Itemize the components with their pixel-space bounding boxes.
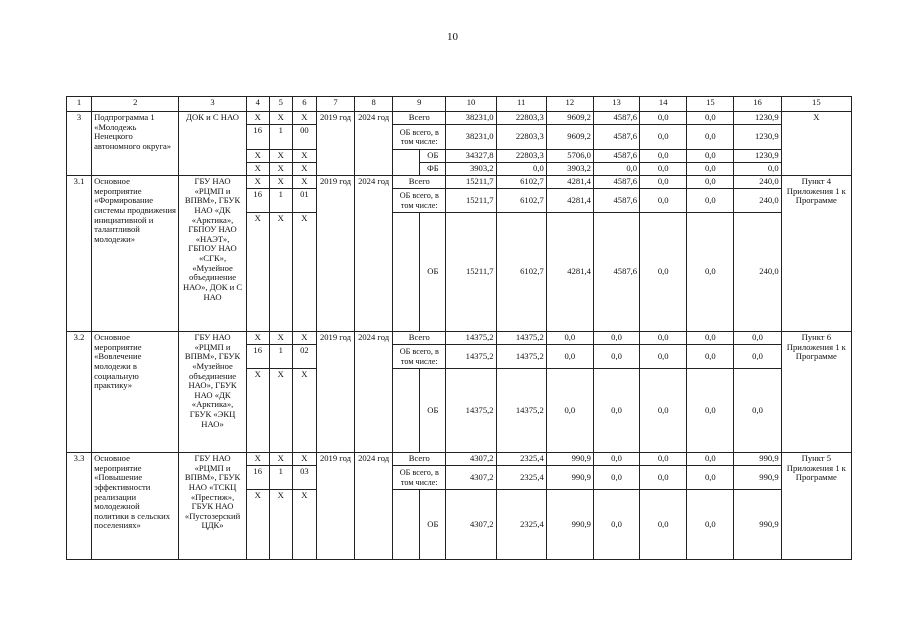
- value-cell: 4281,4: [546, 189, 593, 213]
- executor: ГБУ НАО «РЦМП и ВПВМ», ГБУК НАО «ТСКЦ «Престиж», ГБУК НАО «Пустозерский ЦДК»: [179, 453, 246, 560]
- value-cell: 4587,6: [593, 112, 639, 125]
- budget-code: X: [246, 213, 269, 332]
- budget-code: X: [269, 213, 292, 332]
- funding-source-spacer: [393, 369, 420, 453]
- end-year: 2024 год: [355, 453, 393, 560]
- budget-code: X: [292, 332, 316, 345]
- value-cell: 0,0: [593, 490, 639, 560]
- value-cell: 4281,4: [546, 176, 593, 189]
- budget-code: 01: [292, 189, 316, 213]
- budget-code: 1: [269, 466, 292, 490]
- budget-code: 00: [292, 125, 316, 150]
- column-number: 15: [687, 97, 734, 112]
- value-cell: 0,0: [687, 125, 734, 150]
- value-cell: 0,0: [593, 163, 639, 176]
- value-cell: 0,0: [687, 369, 734, 453]
- row-number: 3.1: [67, 176, 92, 332]
- end-year: 2024 год: [355, 112, 393, 176]
- value-cell: 240,0: [734, 213, 781, 332]
- value-cell: 990,9: [546, 466, 593, 490]
- column-number: 8: [355, 97, 393, 112]
- value-cell: 0,0: [640, 189, 687, 213]
- value-cell: 4307,2: [446, 453, 496, 466]
- value-cell: 22803,3: [496, 112, 546, 125]
- value-cell: 0,0: [640, 466, 687, 490]
- value-cell: 240,0: [734, 189, 781, 213]
- value-cell: 3903,2: [546, 163, 593, 176]
- column-number: 16: [734, 97, 781, 112]
- budget-code: 03: [292, 466, 316, 490]
- value-cell: 0,0: [496, 163, 546, 176]
- budget-code: X: [246, 163, 269, 176]
- budget-code: X: [246, 369, 269, 453]
- page-number: 10: [447, 31, 458, 43]
- funding-source: ОБ всего, в том числе:: [393, 345, 446, 369]
- value-cell: 990,9: [546, 490, 593, 560]
- value-cell: 0,0: [593, 369, 639, 453]
- budget-code: X: [269, 163, 292, 176]
- value-cell: 0,0: [640, 345, 687, 369]
- value-cell: 0,0: [687, 150, 734, 163]
- value-cell: 9609,2: [546, 112, 593, 125]
- value-cell: 0,0: [687, 490, 734, 560]
- budget-code: X: [292, 163, 316, 176]
- value-cell: 0,0: [640, 213, 687, 332]
- value-cell: 0,0: [687, 112, 734, 125]
- funding-source-spacer: [393, 213, 420, 332]
- budget-code: X: [269, 112, 292, 125]
- value-cell: 0,0: [687, 453, 734, 466]
- value-cell: 2325,4: [496, 453, 546, 466]
- budget-code: X: [246, 176, 269, 189]
- value-cell: 0,0: [640, 332, 687, 345]
- column-number: 14: [640, 97, 687, 112]
- value-cell: 4587,6: [593, 176, 639, 189]
- budget-code: 1: [269, 125, 292, 150]
- program-reference: Пункт 4 Приложения 1 к Программе: [781, 176, 851, 332]
- funding-source: ОБ: [420, 490, 446, 560]
- value-cell: 0,0: [687, 466, 734, 490]
- value-cell: 34327,8: [446, 150, 496, 163]
- budget-code: X: [292, 176, 316, 189]
- funding-source: Всего: [393, 332, 446, 345]
- budget-code: 16: [246, 125, 269, 150]
- value-cell: 0,0: [734, 332, 781, 345]
- value-cell: 2325,4: [496, 490, 546, 560]
- column-number: 3: [179, 97, 246, 112]
- column-number: 2: [92, 97, 179, 112]
- value-cell: 22803,3: [496, 150, 546, 163]
- funding-source: ОБ всего, в том числе:: [393, 125, 446, 150]
- value-cell: 15211,7: [446, 189, 496, 213]
- budget-code: 16: [246, 345, 269, 369]
- value-cell: 4307,2: [446, 466, 496, 490]
- budget-code: X: [269, 453, 292, 466]
- value-cell: 2325,4: [496, 466, 546, 490]
- program-funding-table: [66, 96, 852, 560]
- value-cell: 0,0: [640, 163, 687, 176]
- table-row: [67, 332, 852, 345]
- program-reference: Пункт 6 Приложения 1 к Программе: [781, 332, 851, 453]
- budget-code: X: [246, 490, 269, 560]
- funding-source-spacer: [393, 150, 420, 176]
- value-cell: 6102,7: [496, 176, 546, 189]
- value-cell: 0,0: [640, 176, 687, 189]
- budget-code: X: [292, 369, 316, 453]
- value-cell: 4281,4: [546, 213, 593, 332]
- value-cell: 0,0: [546, 345, 593, 369]
- row-number: 3: [67, 112, 92, 176]
- value-cell: 990,9: [734, 490, 781, 560]
- budget-code: X: [246, 112, 269, 125]
- value-cell: 6102,7: [496, 189, 546, 213]
- value-cell: 4307,2: [446, 490, 496, 560]
- value-cell: 15211,7: [446, 213, 496, 332]
- value-cell: 0,0: [546, 332, 593, 345]
- value-cell: 0,0: [687, 345, 734, 369]
- funding-source: Всего: [393, 176, 446, 189]
- column-number: 11: [496, 97, 546, 112]
- value-cell: 0,0: [640, 369, 687, 453]
- funding-source: ОБ: [420, 150, 446, 163]
- start-year: 2019 год: [316, 112, 354, 176]
- start-year: 2019 год: [316, 453, 354, 560]
- value-cell: 0,0: [734, 369, 781, 453]
- value-cell: 9609,2: [546, 125, 593, 150]
- value-cell: 6102,7: [496, 213, 546, 332]
- value-cell: 4587,6: [593, 150, 639, 163]
- funding-source: Всего: [393, 112, 446, 125]
- value-cell: 0,0: [734, 163, 781, 176]
- value-cell: 990,9: [546, 453, 593, 466]
- program-reference: Пункт 5 Приложения 1 к Программе: [781, 453, 851, 560]
- budget-code: X: [269, 490, 292, 560]
- value-cell: 4587,6: [593, 189, 639, 213]
- value-cell: 3903,2: [446, 163, 496, 176]
- value-cell: 5706,0: [546, 150, 593, 163]
- end-year: 2024 год: [355, 332, 393, 453]
- value-cell: 0,0: [593, 345, 639, 369]
- column-number: 13: [593, 97, 639, 112]
- row-number: 3.2: [67, 332, 92, 453]
- funding-source: ОБ: [420, 213, 446, 332]
- value-cell: 1230,9: [734, 112, 781, 125]
- program-name: Основное мероприятие «Формирование системы продвижения инициативной и талантливой молодежи»: [92, 176, 179, 332]
- funding-source: ОБ всего, в том числе:: [393, 189, 446, 213]
- value-cell: 0,0: [593, 332, 639, 345]
- column-number: 15: [781, 97, 851, 112]
- budget-code: 16: [246, 466, 269, 490]
- funding-source: Всего: [393, 453, 446, 466]
- value-cell: 0,0: [640, 125, 687, 150]
- value-cell: 0,0: [640, 490, 687, 560]
- value-cell: 4587,6: [593, 213, 639, 332]
- value-cell: 0,0: [640, 150, 687, 163]
- program-name: Подпрограмма 1 «Молодежь Ненецкого автономного округа»: [92, 112, 179, 176]
- budget-code: X: [269, 176, 292, 189]
- value-cell: 1230,9: [734, 125, 781, 150]
- value-cell: 14375,2: [496, 345, 546, 369]
- budget-code: X: [246, 453, 269, 466]
- funding-source-spacer: [393, 490, 420, 560]
- budget-code: 1: [269, 189, 292, 213]
- value-cell: 0,0: [734, 345, 781, 369]
- table-row: [67, 176, 852, 189]
- table-row: [67, 112, 852, 125]
- budget-code: 1: [269, 345, 292, 369]
- budget-code: X: [269, 369, 292, 453]
- executor: ГБУ НАО «РЦМП и ВПВМ», ГБУК НАО «ДК «Арктика», ГБПОУ НАО «НАЭТ», ГБПОУ НАО «СГК», «Музейное объединение НАО», ДОК и С НАО: [179, 176, 246, 332]
- value-cell: 1230,9: [734, 150, 781, 163]
- value-cell: 14375,2: [496, 332, 546, 345]
- value-cell: 0,0: [593, 466, 639, 490]
- value-cell: 22803,3: [496, 125, 546, 150]
- column-number: 12: [546, 97, 593, 112]
- budget-code: X: [292, 213, 316, 332]
- value-cell: 0,0: [687, 176, 734, 189]
- value-cell: 14375,2: [446, 369, 496, 453]
- funding-source: ФБ: [420, 163, 446, 176]
- budget-code: X: [269, 150, 292, 163]
- column-number: 7: [316, 97, 354, 112]
- program-name: Основное мероприятие «Вовлечение молодежи в социальную практику»: [92, 332, 179, 453]
- column-number: 9: [393, 97, 446, 112]
- end-year: 2024 год: [355, 176, 393, 332]
- row-number: 3.3: [67, 453, 92, 560]
- budget-code: X: [246, 150, 269, 163]
- value-cell: 0,0: [687, 189, 734, 213]
- value-cell: 0,0: [687, 213, 734, 332]
- value-cell: 0,0: [687, 332, 734, 345]
- value-cell: 14375,2: [446, 345, 496, 369]
- value-cell: 990,9: [734, 466, 781, 490]
- value-cell: 0,0: [546, 369, 593, 453]
- value-cell: 0,0: [640, 453, 687, 466]
- executor: ГБУ НАО «РЦМП и ВПВМ», ГБУК «Музейное объединение НАО», ГБУК НАО «ДК «Арктика», ГБУК «ЭКЦ НАО»: [179, 332, 246, 453]
- value-cell: 0,0: [593, 453, 639, 466]
- value-cell: 14375,2: [496, 369, 546, 453]
- value-cell: 990,9: [734, 453, 781, 466]
- budget-code: X: [292, 490, 316, 560]
- budget-code: X: [292, 150, 316, 163]
- column-number: 1: [67, 97, 92, 112]
- value-cell: 4587,6: [593, 125, 639, 150]
- column-number: 4: [246, 97, 269, 112]
- column-number: 10: [446, 97, 496, 112]
- budget-code: X: [269, 332, 292, 345]
- column-number: 6: [292, 97, 316, 112]
- executor: ДОК и С НАО: [179, 112, 246, 176]
- start-year: 2019 год: [316, 332, 354, 453]
- column-number-row: [67, 97, 852, 112]
- start-year: 2019 год: [316, 176, 354, 332]
- program-reference: X: [781, 112, 851, 176]
- value-cell: 38231,0: [446, 112, 496, 125]
- budget-code: X: [292, 453, 316, 466]
- program-name: Основное мероприятие «Повышение эффективности реализации молодежной политики в сельских поселениях»: [92, 453, 179, 560]
- budget-code: 16: [246, 189, 269, 213]
- column-number: 5: [269, 97, 292, 112]
- value-cell: 240,0: [734, 176, 781, 189]
- funding-source: ОБ всего, в том числе:: [393, 466, 446, 490]
- table-row: [67, 453, 852, 466]
- value-cell: 38231,0: [446, 125, 496, 150]
- value-cell: 0,0: [640, 112, 687, 125]
- value-cell: 0,0: [687, 163, 734, 176]
- value-cell: 14375,2: [446, 332, 496, 345]
- budget-code: X: [292, 112, 316, 125]
- funding-source: ОБ: [420, 369, 446, 453]
- budget-code: X: [246, 332, 269, 345]
- budget-code: 02: [292, 345, 316, 369]
- value-cell: 15211,7: [446, 176, 496, 189]
